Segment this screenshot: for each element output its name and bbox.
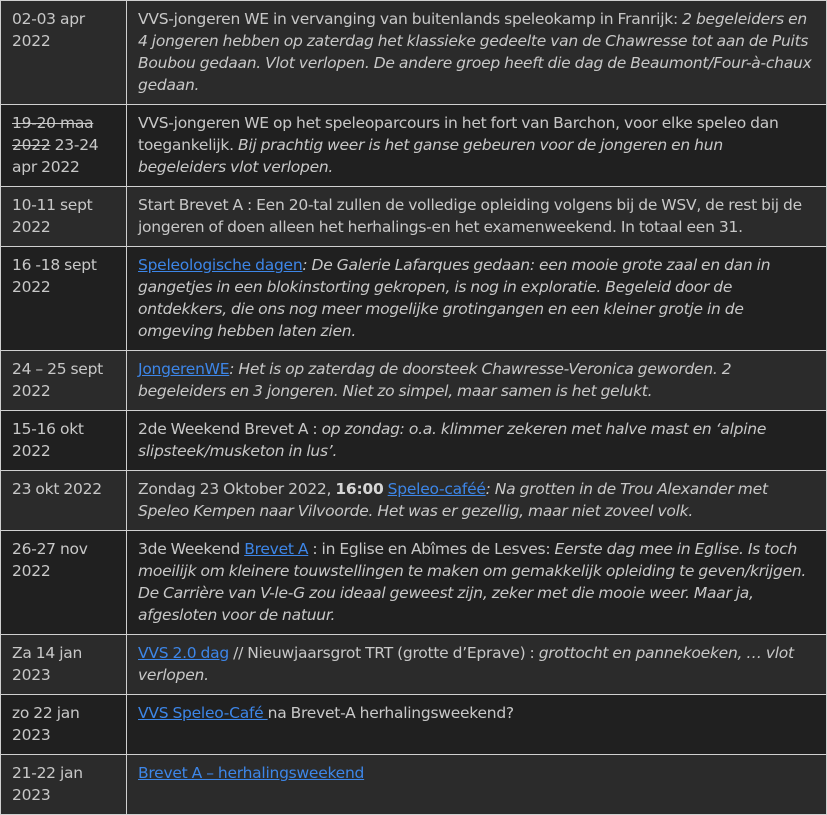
vvs-2-0-dag-link[interactable]: VVS 2.0 dag <box>138 644 229 662</box>
table-row <box>1 635 827 695</box>
table-row <box>1 351 827 411</box>
table-row <box>1 695 827 755</box>
description-italic: Eerste dag mee in Eglise. Is toch moeilijk om kleinere touwstellingen te maken om gemakkelijk opleiding te geven/krijgen. De Carrière van V-le-G zou ideaal geweest zijn, zeker met die mooie weer. Maar ja, afgesloten voor de natuur. <box>138 540 807 624</box>
new-date: 23-24 apr 2022 <box>12 136 99 176</box>
description-cell <box>127 1 827 105</box>
date-cell: 23 okt 2022 <box>1 471 127 531</box>
date-cell: Za 14 jan 2023 <box>1 635 127 695</box>
description-text: Zondag 23 Oktober 2022, <box>138 480 336 498</box>
description-cell <box>127 695 827 755</box>
description-cell <box>127 187 827 247</box>
date-cell: 16 -18 sept 2022 <box>1 247 127 351</box>
table-row <box>1 411 827 471</box>
description-time: 16:00 <box>335 480 384 498</box>
description-text: 3de Weekend <box>138 540 245 558</box>
table-row <box>1 1 827 105</box>
speleo-cafe-link[interactable]: Speleo-caféé <box>387 480 486 498</box>
description-italic: op zondag: o.a. klimmer zekeren met halve mast en ‘alpine slipsteek/musketon in lus’. <box>138 420 767 460</box>
description-text: na Brevet-A herhalingsweekend? <box>267 704 514 722</box>
description-text: 2de Weekend Brevet A : <box>138 420 322 438</box>
brevet-a-herhalingsweekend-link[interactable]: Brevet A – herhalingsweekend <box>138 764 365 782</box>
description-cell <box>127 351 827 411</box>
description-text: // Nieuwjaarsgrot TRT (grotte d’Eprave) : <box>228 644 539 662</box>
table-row <box>1 471 827 531</box>
description-text-2: : in Eglise en Abîmes de Lesves: <box>308 540 555 558</box>
date-cell: 21-22 jan 2023 <box>1 755 127 815</box>
description-cell <box>127 411 827 471</box>
table-row <box>1 531 827 635</box>
table-row <box>1 755 827 815</box>
description-text: VVS-jongeren WE in vervanging van buitenlands speleokamp in Franrijk: <box>138 10 683 28</box>
description-italic: : De Galerie Lafarques gedaan: een mooie grote zaal en dan in gangetjes in een blokinstorting gekropen, is nog in exploratie. Begeleid door de ontdekkers, die ons nog meer mogelijke grotingangen en een kleiner grotje in de omgeving hebben laten zien. <box>138 256 771 340</box>
vvs-speleo-cafe-link[interactable]: VVS Speleo-Café <box>138 704 268 722</box>
speleologische-dagen-link[interactable]: Speleologische dagen <box>138 256 303 274</box>
description-text: VVS-jongeren WE op het speleoparcours in het fort van Barchon, voor elke speleo dan toegankelijk. <box>138 114 779 154</box>
date-cell: 15-16 okt 2022 <box>1 411 127 471</box>
description-italic: : Het is op zaterdag de doorsteek Chawresse-Veronica geworden. 2 begeleiders en 3 jongeren. Niet zo simpel, maar samen is het gelukt. <box>138 360 732 400</box>
description-cell <box>127 635 827 695</box>
description-italic: grottocht en pannekoeken, … vlot verlopen. <box>138 644 794 684</box>
date-cell: 24 – 25 sept 2022 <box>1 351 127 411</box>
description-italic: Bij prachtig weer is het ganse gebeuren voor de jongeren en hun begeleiders vlot verlopen. <box>138 136 723 176</box>
date-cell: zo 22 jan 2023 <box>1 695 127 755</box>
date-cell: 26-27 nov 2022 <box>1 531 127 635</box>
table-row <box>1 187 827 247</box>
table-row <box>1 105 827 187</box>
description-cell <box>127 755 827 815</box>
date-cell: 10-11 sept 2022 <box>1 187 127 247</box>
description-italic: 2 begeleiders en 4 jongeren hebben op zaterdag het klassieke gedeelte van de Chawresse tot aan de Puits Boubou gedaan. Vlot verlopen. De andere groep heeft die dag de Beaumont/Four-à-chaux gedaan. <box>138 10 812 94</box>
brevet-a-link[interactable]: Brevet A <box>244 540 309 558</box>
description-cell <box>127 471 827 531</box>
description-italic: : Na grotten in de Trou Alexander met Speleo Kempen naar Vilvoorde. Het was er gezellig, maar niet zoveel volk. <box>138 480 768 520</box>
jongeren-we-link[interactable]: JongerenWE <box>138 360 230 378</box>
description-text: Start Brevet A : Een 20-tal zullen de volledige opleiding volgens bij de WSV, de rest bij de jongeren of doen alleen het herhalings-en het examenweekend. In totaal een 31. <box>138 196 802 236</box>
date-cell: 02-03 apr 2022 <box>1 1 127 105</box>
description-cell <box>127 531 827 635</box>
table-row <box>1 247 827 351</box>
description-cell <box>127 105 827 187</box>
description-cell <box>127 247 827 351</box>
struck-date: 19-20 maa 2022 <box>12 114 94 154</box>
date-cell <box>1 105 127 187</box>
